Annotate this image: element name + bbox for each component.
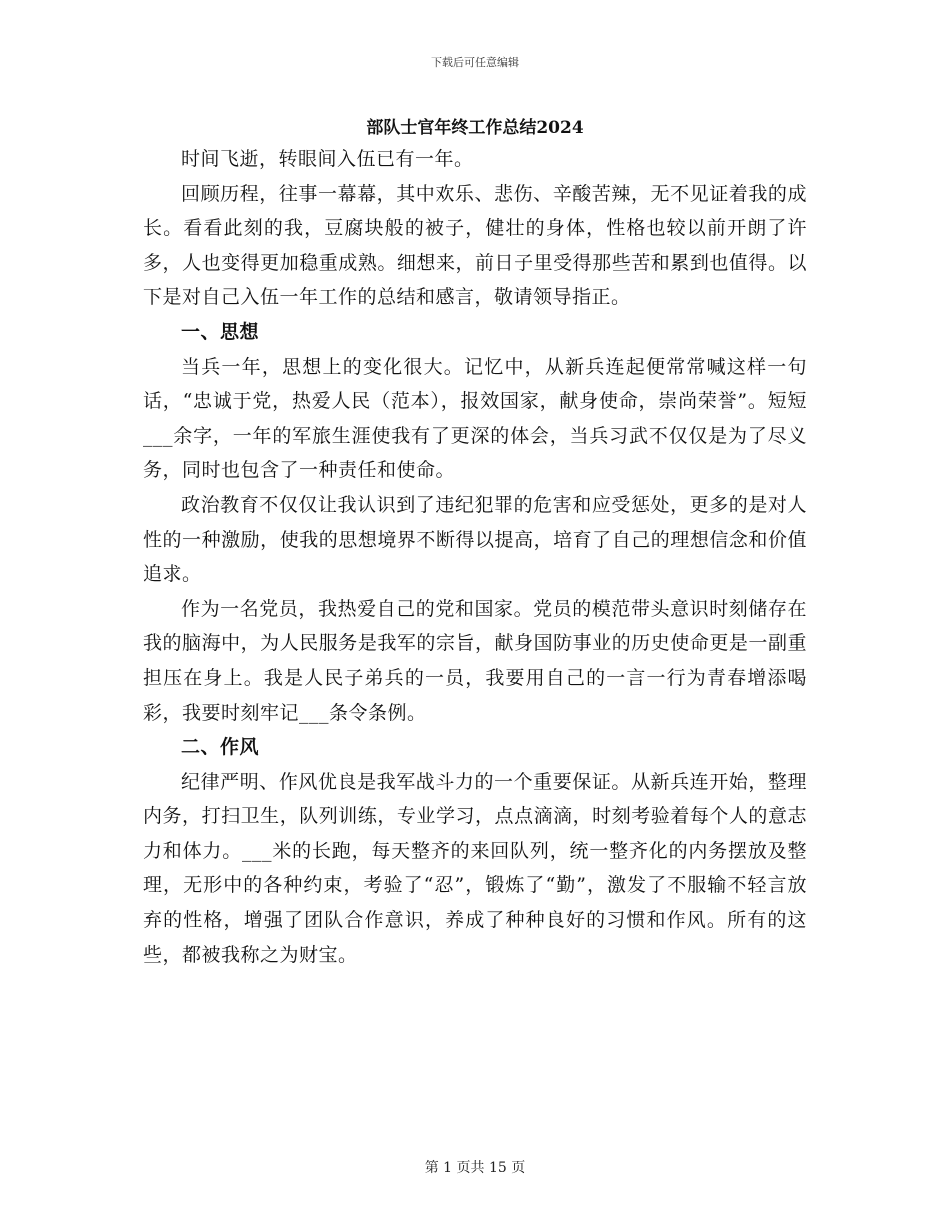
page-number: 第 1 页共 15 页	[424, 1160, 526, 1176]
section-heading: 一、思想	[181, 320, 260, 343]
document-body	[143, 116, 807, 972]
paragraph: 回顾历程，往事一幕幕，其中欢乐、悲伤、辛酸苦辣，无不见证着我的成长。看看此刻的我，豆腐块般的被子，健壮的身体，性格也较以前开朗了许多，人也变得更加稳重成熟。细想来，前日子里受得那些苦和累到也值得。以下是对自己入伍一年工作的总结和感言，敬请领导指正。	[143, 182, 807, 309]
section-heading: 二、作风	[181, 736, 260, 759]
header-note: 下载后可任意编辑	[431, 56, 519, 69]
paragraph: 时间飞逝，转眼间入伍已有一年。	[181, 148, 474, 170]
paragraph: 当兵一年，思想上的变化很大。记忆中，从新兵连起便常常喊这样一句话，“忠诚于党，热爱人民（范本），报效国家，献身使命，崇尚荣誉”。短短___余字，一年的军旅生涯使我有了更深的体会，当兵习武不仅仅是为了尽义务，同时也包含了一种责任和使命。	[143, 355, 807, 482]
paragraph: 纪律严明、作风优良是我军战斗力的一个重要保证。从新兵连开始，整理内务，打扫卫生，队列训练，专业学习，点点滴滴，时刻考验着每个人的意志力和体力。___米的长跑，每天整齐的来回队列，统一整齐化的内务摆放及整理，无形中的各种约束，考验了“忍”，锻炼了“勤”，激发了不服输不轻言放弃的性格，增强了团队合作意识，养成了种种良好的习惯和作风。所有的这些，都被我称之为财宝。	[143, 770, 807, 966]
paragraph: 作为一名党员，我热爱自己的党和国家。党员的模范带头意识时刻储存在我的脑海中，为人民服务是我军的宗旨，献身国防事业的历史使命更是一副重担压在身上。我是人民子弟兵的一员，我要用自己的一言一行为青春增添喝彩，我要时刻牢记___条令条例。	[143, 597, 807, 724]
paragraph: 政治教育不仅仅让我认识到了违纪犯罪的危害和应受惩处，更多的是对人性的一种激励，使我的思想境界不断得以提高，培育了自己的理想信念和价值追求。	[143, 493, 807, 586]
document-title: 部队士官年终工作总结2024	[366, 118, 584, 138]
